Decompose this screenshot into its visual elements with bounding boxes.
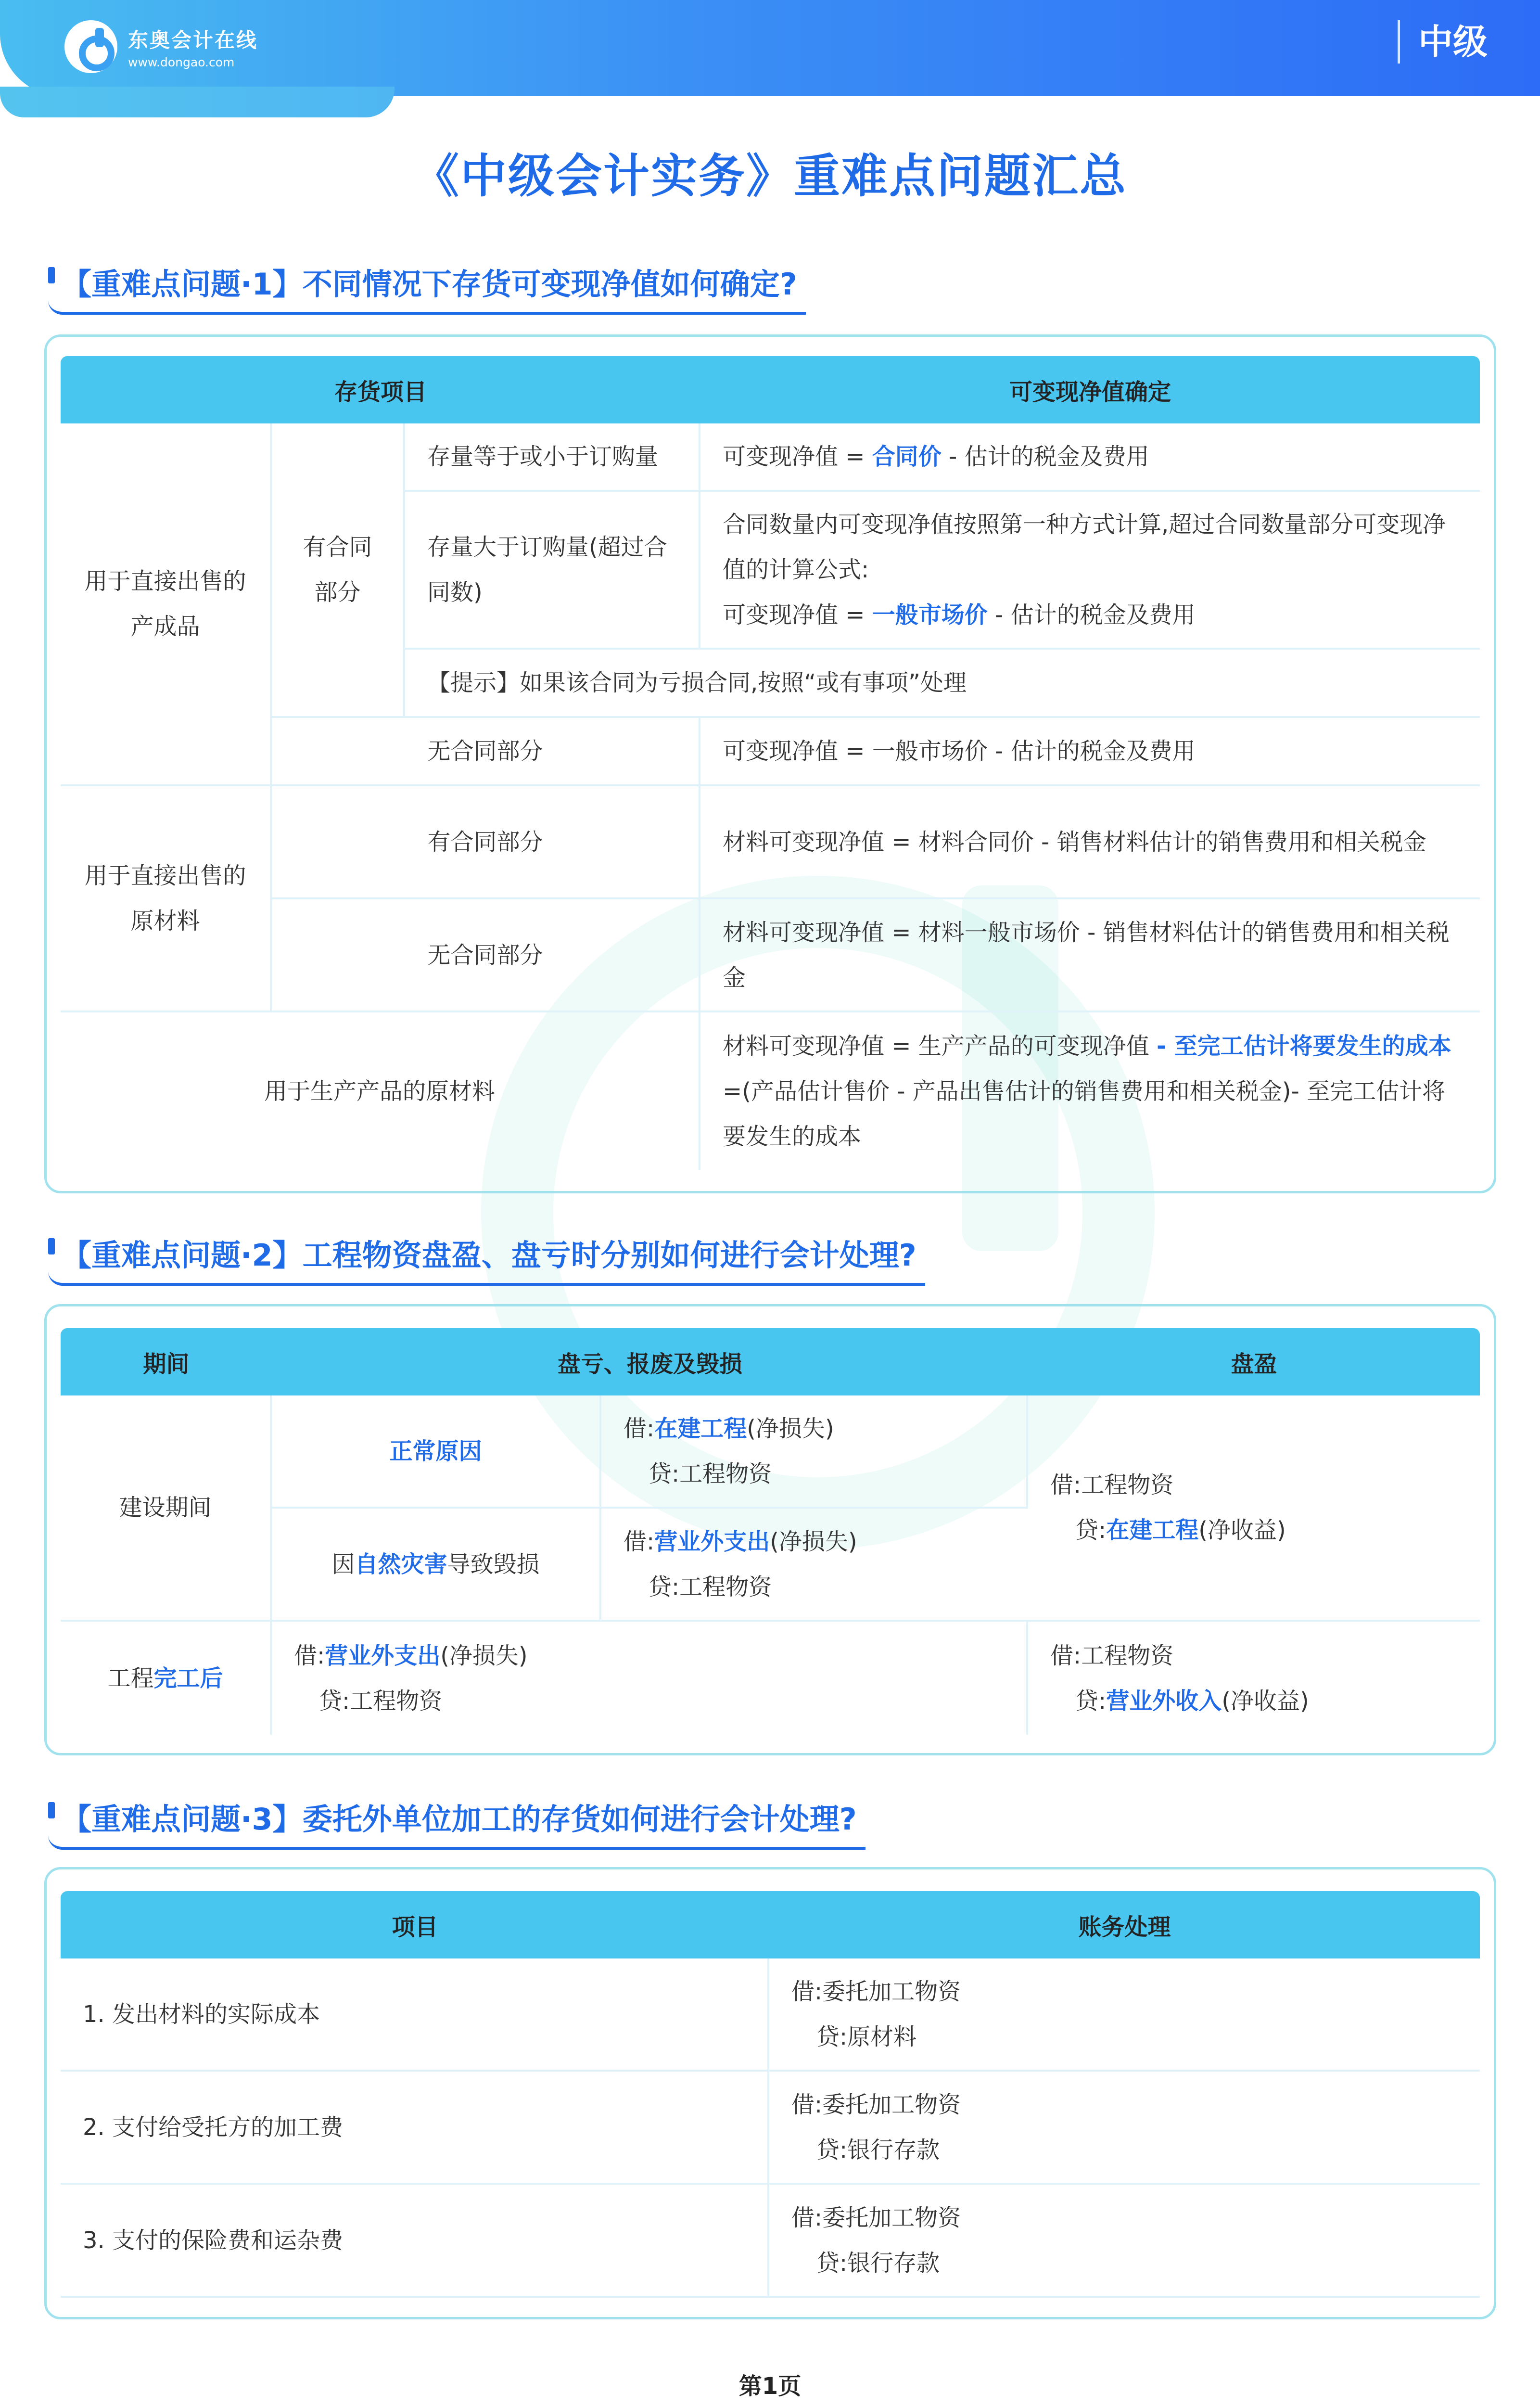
tip-cell: 【提示】如果该合同为亏损合同,按照“或有事项”处理 [405,650,1480,718]
logo-icon [64,20,117,73]
section-3-heading: 【重难点问题·3】委托外单位加工的存货如何进行会计处理? [48,1792,865,1850]
inventory-nrv-table [61,356,1480,1170]
cell: 材料可变现净值 = 生产产品的可变现净值 - 至完工估计将要发生的成本 =(产品估计售价 - 产品出售估计的销售费用和相关税金)- 至完工估计将要发生的成本 [723,1033,1451,1150]
col-header: 账务处理 [769,1891,1480,1958]
cell: 1. 发出材料的实际成本 [61,1958,769,2072]
col-header: 盘亏、报废及毁损 [272,1328,1028,1395]
header-tab [0,87,395,117]
entry-cell: 借:在建工程(净损失) 贷:工程物资 [601,1395,1028,1509]
cell: 3. 支付的保险费和运杂费 [61,2185,769,2298]
cell: 存量等于或小于订购量 [405,423,700,492]
cell: 因自然灾害导致毁损 [272,1509,601,1622]
entry-cell: 借:营业外支出(净损失) 贷:工程物资 [601,1509,1028,1622]
col-header: 期间 [61,1328,272,1395]
table-row [61,2072,1480,2185]
outsourced-processing-table [61,1891,1480,2298]
row-label: 有合同部分 [272,423,405,718]
row-label: 用于直接出售的产成品 [61,423,272,786]
cell: 用于生产产品的原材料 [61,1012,700,1170]
row-label: 工程完工后 [61,1622,272,1735]
cell: 材料可变现净值 = 材料一般市场价 - 销售材料估计的销售费用和相关税金 [700,899,1480,1012]
col-header: 存货项目 [61,356,700,423]
cell: 有合同部分 [272,786,700,899]
row-label: 用于直接出售的原材料 [61,786,272,1012]
logo-name: 东奥会计在线 [128,28,258,52]
cell: 无合同部分 [272,899,700,1012]
project-materials-table [61,1328,1480,1735]
cell: 2. 支付给受托方的加工费 [61,2072,769,2185]
logo [64,20,258,73]
entry-cell: 借:工程物资 贷:营业外收入(净收益) [1050,1642,1309,1715]
col-header: 盘盈 [1028,1328,1480,1395]
table-row [61,2185,1480,2298]
entry-cell: 借:委托加工物资 贷:银行存款 [769,2072,1480,2185]
cell: 合同数量内可变现净值按照第一种方式计算,超过合同数量部分可变现净值的计算公式: 可变现净值 = 一般市场价 - 估计的税金及费用 [700,492,1480,650]
cell: 无合同部分 [272,718,700,786]
page-number: 第1页 [738,2373,802,2400]
entry-cell: 借:委托加工物资 贷:银行存款 [769,2185,1480,2298]
section-1-heading: 【重难点问题·1】不同情况下存货可变现净值如何确定? [48,257,806,315]
col-header: 项目 [61,1891,769,1958]
cell: 可变现净值 = 一般市场价 - 估计的税金及费用 [700,718,1480,786]
section-2-heading: 【重难点问题·2】工程物资盘盈、盘亏时分别如何进行会计处理? [48,1229,925,1286]
entry-cell: 借:委托加工物资 贷:原材料 [769,1958,1480,2072]
entry-cell: 借:工程物资 贷:在建工程(净收益) [1028,1395,1480,1622]
cell: 可变现净值 = 合同价 - 估计的税金及费用 [700,423,1480,492]
cell: 正常原因 [272,1395,601,1509]
row-label: 建设期间 [61,1395,272,1622]
col-header: 可变现净值确定 [700,356,1480,423]
level-badge: 中级 [1398,20,1488,64]
entry-cell: 借:营业外支出(净损失) 贷:工程物资 [272,1622,1028,1735]
cell: 材料可变现净值 = 材料合同价 - 销售材料估计的销售费用和相关税金 [700,786,1480,899]
table-row [61,1958,1480,2072]
cell: 存量大于订购量(超过合同数) [405,492,700,650]
logo-url: www.dongao.com [128,55,235,69]
page-title: 《中级会计实务》重难点问题汇总 [413,149,1127,203]
